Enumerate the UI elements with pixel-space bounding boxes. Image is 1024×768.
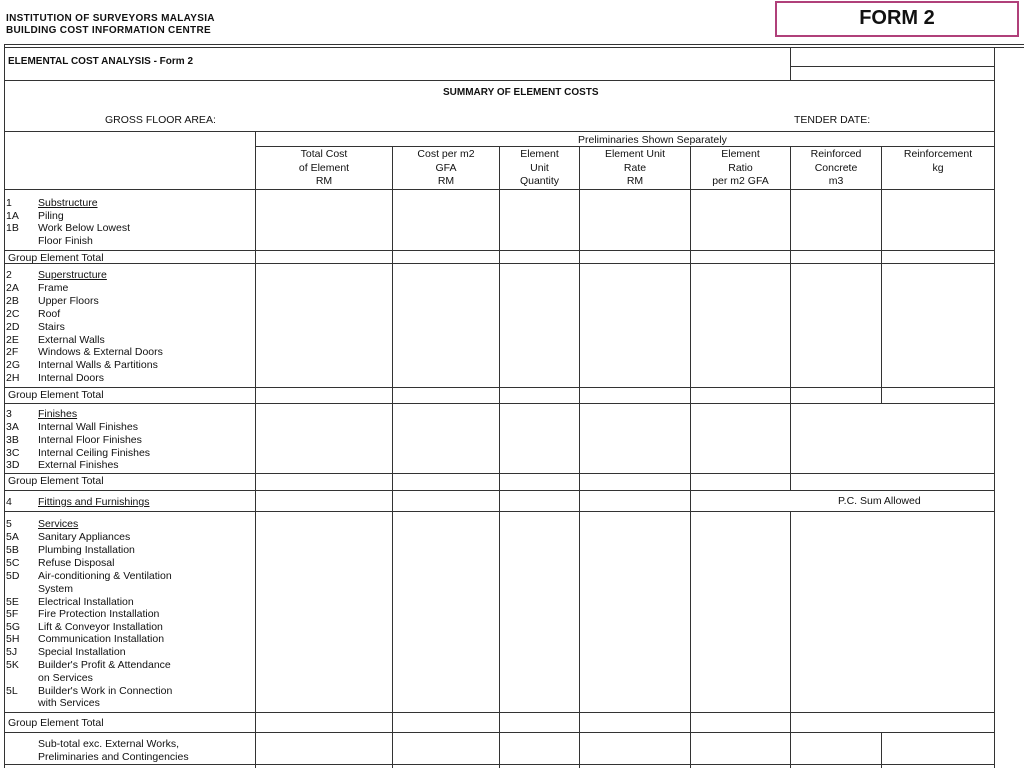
col-header-total-cost: Total Cost of Element RM <box>298 148 350 187</box>
subtotal-label-line2: Preliminaries and Contingencies <box>38 751 189 763</box>
gross-floor-area-label: GROSS FLOOR AREA: <box>105 114 216 126</box>
vline-left <box>4 44 5 768</box>
rule-title-right <box>790 66 995 67</box>
col-header-reinforced-concrete: Reinforced Concrete m3 <box>810 148 862 187</box>
rule-title <box>4 80 994 81</box>
vline-c3 <box>579 146 580 768</box>
institution-name: INSTITUTION OF SURVEYORS MALAYSIA <box>6 13 215 24</box>
group-total-label: Group Element Total <box>8 252 104 264</box>
vline-right <box>994 47 995 768</box>
centre-name: BUILDING COST INFORMATION CENTRE <box>6 25 211 36</box>
col-header-cost-per-m2: Cost per m2 GFA RM <box>417 148 475 187</box>
doc-title: ELEMENTAL COST ANALYSIS - Form 2 <box>8 56 194 67</box>
subtotal-label-line1: Sub-total exc. External Works, <box>38 738 180 750</box>
vline-c0 <box>255 131 256 768</box>
col-header-reinforcement: Reinforcement kg <box>903 148 973 174</box>
group-total-label: Group Element Total <box>8 389 104 401</box>
col-header-unit-rate: Element Unit Rate RM <box>604 148 666 187</box>
form-badge: FORM 2 <box>775 1 1019 37</box>
vline-c1 <box>392 146 393 768</box>
vline-title-split <box>790 47 791 80</box>
rule-top <box>4 44 1024 45</box>
vline-c5a <box>790 146 791 490</box>
summary-title: SUMMARY OF ELEMENT COSTS <box>443 87 599 98</box>
prelim-note: Preliminaries Shown Separately <box>578 134 727 146</box>
vline-c4 <box>690 146 691 768</box>
col-header-ratio: Element Ratio per m2 GFA <box>712 148 769 187</box>
rule-top-double <box>4 47 1024 48</box>
rule-gfa <box>4 131 994 132</box>
vline-c6b <box>881 732 882 768</box>
pc-sum-label: P.C. Sum Allowed <box>838 495 921 507</box>
group-total-label: Group Element Total <box>8 717 104 729</box>
tender-date-label: TENDER DATE: <box>794 114 871 126</box>
col-header-unit-quantity: Element Unit Quantity <box>519 148 560 187</box>
vline-c2 <box>499 146 500 768</box>
group-total-label: Group Element Total <box>8 475 104 487</box>
vline-c5b <box>790 511 791 768</box>
vline-c6a <box>881 146 882 403</box>
